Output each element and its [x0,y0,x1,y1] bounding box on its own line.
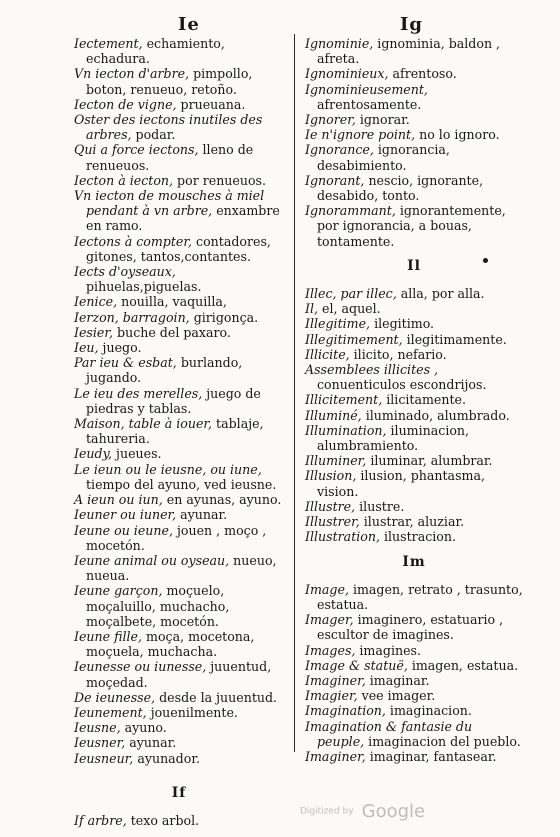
entry-headword: Illuminé, [305,407,362,423]
entry-gloss: tablaje, tahureria. [86,416,264,447]
entry-headword: Illegitime, [305,316,371,332]
entry-gloss: ayunador. [133,750,200,766]
entry-gloss: ignorancia, desabimiento. [317,142,450,173]
entry-gloss: enxambre en ramo. [86,203,280,234]
entry-headword: Ieu, [74,340,99,356]
entry-gloss: no lo ignoro. [415,127,500,143]
entry-gloss: ignorantemente, por ignorancia, a bouas, tontamente. [317,203,506,249]
dictionary-entry [74,751,284,766]
entry-gloss: imaginacion del pueblo. [364,733,521,749]
dictionary-entry [305,332,523,347]
dictionary-entry [74,690,284,705]
dictionary-entry [305,392,523,407]
entry-gloss: moçuelo, moçaluillo, muchacho, moçalbete, mocetón. [86,583,230,629]
dictionary-entry [305,514,523,529]
dictionary-entry [305,173,523,203]
entry-gloss: ilegitimo. [370,316,435,332]
entry-gloss: imaginacion. [385,703,472,719]
dictionary-entry [305,36,523,66]
dictionary-entry [305,643,523,658]
entry-headword: Ierzon, barragoin, [74,309,190,325]
dictionary-entry [74,583,284,629]
dictionary-entry [305,423,523,453]
entry-headword: Imaginer, [305,748,366,764]
left-column [74,36,284,828]
entry-gloss: pimpollo, boton, renueuo, retoño. [86,66,253,97]
entry-gloss: iluminar, alumbrar. [366,453,493,469]
dictionary-entry [305,703,523,718]
dictionary-entry [74,523,284,553]
dictionary-entry [74,294,284,309]
dictionary-entry [74,629,284,659]
entry-headword: Ienice, [74,294,118,310]
entry-headword: Illustrer, [305,514,360,530]
dictionary-entry [74,355,284,385]
entry-gloss: imaginar, fantasear. [365,748,497,764]
entry-gloss: moça, mocetona, moçuela, muchacha. [86,628,255,660]
entry-gloss: girigonça. [189,309,259,325]
section-heading-im: Im [402,553,426,570]
dictionary-entry [74,416,284,446]
entry-headword: If arbre, [74,812,127,828]
entry-gloss: ignorar. [355,112,410,128]
entry-headword: Ieunesse ou iunesse, [74,659,207,675]
entry-gloss: ilicito, nefario. [349,346,447,362]
entry-headword: A ieun ou iun, [74,492,163,508]
entry-headword: Ieusner, [74,735,126,751]
entry-gloss: nueuo, nueua. [86,552,277,584]
entry-headword: Le ieun ou le ieusne, ou iune, [74,461,262,477]
entry-gloss: imagen, retrato , trasunto, estatua. [317,581,523,612]
entry-gloss: nouilla, vaquilla, [117,294,227,310]
dictionary-entry [74,462,284,492]
entry-headword: Assemblees illicites , [305,362,439,378]
ig-entry-list [305,36,523,249]
entry-headword: Ieuner ou iuner, [74,507,177,523]
entry-headword: Ignorance, [305,142,374,158]
column-divider [294,34,295,752]
entry-gloss: texo arbol. [126,812,200,828]
dictionary-entry [74,142,284,172]
entry-gloss: en ayunas, ayuno. [162,492,282,508]
entry-headword: Illicite, [305,346,350,362]
entry-headword: Maison, table à iouer, [74,416,213,432]
entry-headword: Images, [305,642,356,658]
dictionary-entry [305,612,523,642]
section-spacer [74,766,284,776]
entry-gloss: jouen , moço , mocetón. [86,522,267,553]
entry-headword: Ieune ou ieune, [74,522,173,538]
entry-gloss: contadores, gitones, tantos,contantes. [86,233,271,264]
il-entry-list [305,286,523,544]
dictionary-entry [305,286,523,301]
entry-headword: Iects d'oyseaux, [74,264,176,280]
entry-gloss: imagines. [355,642,422,658]
dictionary-entry [305,673,523,688]
dictionary-entry [74,173,284,188]
ink-dot [483,258,488,263]
entry-gloss: imaginar. [365,672,430,688]
dictionary-entry [74,720,284,735]
entry-gloss: alla, por alla. [396,286,485,302]
entry-headword: Iecton à iecton, [74,172,174,188]
dictionary-entry [74,310,284,325]
entry-gloss: tiempo del ayuno, ved ieusne. [86,476,277,492]
right-running-head: Ig [400,14,424,35]
entry-gloss: buche del paxaro. [113,324,231,340]
entry-gloss: ilicitamente. [382,392,466,408]
dictionary-entry [305,347,523,362]
entry-gloss: prueuana. [176,96,246,112]
dictionary-entry [305,688,523,703]
dictionary-entry [305,127,523,142]
entry-headword: Ignominieux, [305,66,389,82]
dictionary-entry [305,408,523,423]
entry-headword: Illegitimement, [305,331,403,347]
entry-gloss: afrentosamente. [317,96,422,112]
entry-headword: Vn iecton d'arbre, [74,66,190,82]
entry-gloss: ilegitimamente. [402,331,507,347]
entry-headword: Ieune garçon, [74,583,163,599]
digitization-footer [300,801,425,822]
entry-headword: Ieudy, [74,446,113,462]
entry-gloss: nescio, ignorante, desabido, tonto. [317,172,484,204]
dictionary-entry [74,188,284,234]
dictionary-entry [305,529,523,544]
dictionary-entry [305,316,523,331]
entry-headword: Ignorer, [305,112,356,128]
entry-headword: Oster des iectons inutiles des arbres, [74,112,263,143]
entry-headword: Ieusne, [74,720,121,736]
entry-headword: Iecton de vigne, [74,96,177,112]
entry-gloss: iluminado, alumbrado. [361,407,510,423]
dictionary-entry [305,203,523,249]
dictionary-entry [305,658,523,673]
entry-headword: Illec, par illec, [305,286,397,302]
dictionary-entry [74,492,284,507]
entry-headword: Illustre, [305,498,356,514]
entry-headword: Ignorant, [305,172,365,188]
section-heading-il: Il [407,257,421,274]
entry-gloss: pihuelas,piguelas. [86,279,202,295]
entry-headword: Vn iecton de mousches à miel pendant à vn arbre, [74,188,265,219]
entry-headword: Ieusneur, [74,750,134,766]
entry-gloss: ilusion, phantasma, vision. [317,468,485,499]
entry-gloss: vee imager. [357,688,436,704]
entry-headword: Il, [305,301,319,317]
entry-headword: Le ieu des merelles, [74,385,203,401]
entry-gloss: ilustre. [355,498,405,514]
dictionary-entry [305,749,523,764]
dictionary-entry [74,553,284,583]
left-running-head: Ie [178,14,200,35]
entry-headword: Illicitement, [305,392,383,408]
entry-headword: Iesier, [74,324,114,340]
entry-gloss: ilustracion. [379,529,456,545]
entry-headword: Illustration, [305,529,380,545]
entry-headword: Imagier, [305,688,358,704]
entry-gloss: imaginero, estatuario , escultor de imagines. [317,612,504,643]
entry-gloss: ayuno. [120,720,167,736]
section-heading-if: If [171,784,187,801]
entry-gloss: juuentud, moçedad. [86,659,272,690]
entry-gloss: ignominia, baldon , afreta. [317,36,501,67]
entry-gloss: iluminacion, alumbramiento. [317,422,470,454]
entry-headword: Par ieu & esbat, [74,355,177,371]
entry-gloss: conuenticulos escondrijos. [317,377,487,393]
entry-headword: Imaginer, [305,672,366,688]
entry-gloss: jueues. [112,446,162,462]
entry-headword: Ignorammant, [305,203,396,219]
entry-gloss: por renueuos. [173,172,267,188]
dictionary-entry [305,362,523,392]
dictionary-entry [305,112,523,127]
entry-headword: Qui a force iectons, [74,142,199,158]
dictionary-entry [74,66,284,96]
left-entry-list [74,36,284,766]
entry-headword: Imager, [305,612,354,628]
google-logo: Google [361,801,426,822]
entry-gloss: afrentoso. [388,66,457,82]
dictionary-entry [74,97,284,112]
entry-gloss: juego de piedras y tablas. [86,385,261,416]
dictionary-entry [305,66,523,81]
entry-headword: Iectement, [74,36,143,51]
entry-headword: Ieune fille, [74,628,143,644]
dictionary-entry [305,499,523,514]
dictionary-entry [74,264,284,294]
entry-headword: Imagination & fantasie du peuple, [305,718,473,749]
dictionary-entry [74,446,284,461]
dictionary-entry [74,659,284,689]
entry-gloss: el, aquel. [318,301,381,317]
dictionary-entry [74,112,284,142]
dictionary-entry [305,142,523,172]
dictionary-entry [305,468,523,498]
dictionary-entry [74,705,284,720]
entry-headword: Ieune animal ou oyseau, [74,552,230,568]
dictionary-entry [74,735,284,750]
entry-gloss: juego. [98,340,142,356]
entry-headword: Iectons à compter, [74,233,193,249]
entry-gloss: lleno de renueuos. [86,142,254,173]
entry-headword: De ieunesse, [74,689,156,705]
dictionary-entry [74,36,284,66]
dictionary-entry [74,386,284,416]
entry-headword: Illuminer, [305,453,367,469]
dictionary-entry [74,507,284,522]
dictionary-entry [74,234,284,264]
dictionary-entry [305,582,523,612]
entry-gloss: podar. [131,127,176,143]
dictionary-entry [305,453,523,468]
entry-headword: Image & statuë, [305,657,408,673]
right-column [305,36,523,764]
dictionary-entry [305,82,523,112]
entry-headword: Illumination, [305,422,387,438]
entry-headword: Ignominie, [305,36,374,51]
entry-headword: Illusion, [305,468,357,484]
entry-gloss: ayunar. [176,507,228,523]
entry-gloss: echamiento, echadura. [86,36,225,67]
dictionary-entry [305,301,523,316]
entry-headword: Image, [305,581,349,597]
if-entry-list [74,813,284,828]
dictionary-entry [74,325,284,340]
entry-headword: Ignominieusement, [305,81,428,97]
entry-gloss: desde la juuentud. [155,689,278,705]
dictionary-entry [74,340,284,355]
entry-headword: Ie n'ignore point, [305,127,416,143]
im-entry-list [305,582,523,764]
entry-gloss: jouenilmente. [146,704,238,720]
entry-headword: Ieunement, [74,704,147,720]
entry-headword: Imagination, [305,703,386,719]
digitized-by-label: Digitized by [300,806,354,817]
entry-gloss: imagen, estatua. [407,657,519,673]
dictionary-entry [74,813,284,828]
entry-gloss: ilustrar, aluziar. [359,514,465,530]
entry-gloss: ayunar. [125,735,177,751]
entry-gloss: burlando, jugando. [86,355,243,386]
dictionary-entry [305,719,523,749]
